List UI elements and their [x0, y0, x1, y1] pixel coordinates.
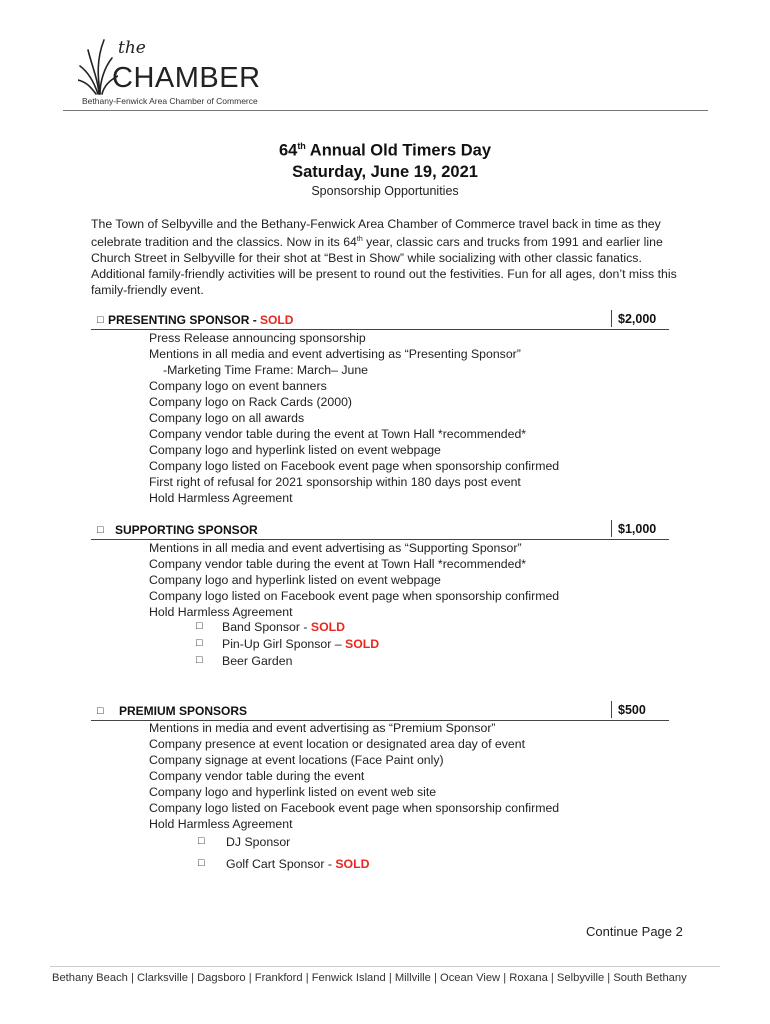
- premium-sponsor-price: $500: [611, 701, 669, 718]
- supporting-sponsor-header: [91, 523, 669, 540]
- list-item: -Marketing Time Frame: March– June: [163, 363, 369, 377]
- list-item: Hold Harmless Agreement: [149, 817, 293, 831]
- list-item: Press Release announcing sponsorship: [149, 331, 366, 345]
- checkbox[interactable]: □: [196, 620, 203, 632]
- checkbox[interactable]: □: [198, 857, 205, 869]
- page-title: 64th Annual Old Timers Day: [278, 141, 492, 160]
- presenting-checkbox[interactable]: □: [97, 314, 104, 326]
- list-item: Company vendor table during the event at Town Hall *recommended*: [149, 427, 527, 441]
- list-item: Mentions in all media and event advertising as “Supporting Sponsor”: [149, 541, 522, 555]
- list-item: Company logo and hyperlink listed on event webpage: [149, 573, 441, 587]
- list-item: Mentions in media and event advertising as “Premium Sponsor”: [149, 721, 496, 735]
- list-item: Company signage at event locations (Face Paint only): [149, 753, 444, 767]
- list-item: Company logo listed on Facebook event page when sponsorship confirmed: [149, 459, 560, 473]
- list-item: Company vendor table during the event at Town Hall *recommended*: [149, 557, 527, 571]
- list-item: Company logo and hyperlink listed on event webpage: [149, 443, 441, 457]
- presenting-sponsor-price: $2,000: [611, 310, 669, 327]
- list-item: Mentions in all media and event advertising as “Presenting Sponsor”: [149, 347, 521, 361]
- logo-subtitle: Bethany-Fenwick Area Chamber of Commerce: [82, 96, 258, 106]
- checkbox[interactable]: □: [198, 835, 205, 847]
- logo-the: the: [118, 38, 146, 58]
- intro-paragraph: The Town of Selbyville and the Bethany-Fenwick Area Chamber of Commerce travel back in time as they celebrate tradition and the classics. Now in its 64th year, classic cars and trucks from 1991 and earlier line Church Street in Selbyville for their shot at “Best in Show” while socializing with other classic fanatics. Additional family-friendly activities will be present to round out the festivities. Fun for all ages, don’t miss this family-friendly event.: [91, 217, 677, 298]
- continue-note: Continue Page 2: [586, 924, 683, 939]
- event-date: Saturday, June 19, 2021: [292, 163, 478, 181]
- list-item: Hold Harmless Agreement: [149, 605, 293, 619]
- list-item: Company presence at event location or designated area day of event: [149, 737, 525, 751]
- footer-divider: [50, 966, 720, 967]
- presenting-benefits: [149, 330, 559, 506]
- page-subtitle: Sponsorship Opportunities: [311, 184, 459, 198]
- list-item: Company vendor table during the event: [149, 769, 365, 783]
- list-item: Company logo listed on Facebook event page when sponsorship confirmed: [149, 589, 560, 603]
- list-item: Company logo on Rack Cards (2000): [149, 395, 353, 409]
- list-item: Hold Harmless Agreement: [149, 491, 293, 505]
- premium-checkbox[interactable]: □: [97, 705, 104, 717]
- presenting-sponsor-header: [91, 313, 669, 330]
- list-item: First right of refusal for 2021 sponsorship within 180 days post event: [149, 475, 521, 489]
- list-item: Company logo listed on Facebook event page when sponsorship confirmed: [149, 801, 560, 815]
- header-divider: [63, 110, 708, 111]
- premium-benefits: [149, 720, 559, 832]
- supporting-checkbox[interactable]: □: [97, 524, 104, 536]
- premium-sponsor-header: [91, 704, 669, 721]
- supporting-sponsor-name: SUPPORTING SPONSOR: [115, 523, 258, 537]
- checkbox[interactable]: □: [196, 637, 203, 649]
- list-item: Company logo on event banners: [149, 379, 327, 393]
- logo-chamber: CHAMBER: [112, 62, 261, 94]
- footer-towns: Bethany Beach | Clarksville | Dagsboro | Frankford | Fenwick Island | Millville | Ocean View | Roxana | Selbyville | South Bethany: [52, 972, 687, 984]
- premium-sponsor-name: PREMIUM SPONSORS: [119, 704, 248, 718]
- supporting-benefits: [149, 540, 559, 620]
- list-item: Company logo on all awards: [149, 411, 305, 425]
- chamber-logo: [78, 38, 278, 110]
- checkbox[interactable]: □: [196, 654, 203, 666]
- supporting-sponsor-price: $1,000: [611, 520, 669, 537]
- presenting-sponsor-name: PRESENTING SPONSOR - SOLD: [108, 313, 294, 327]
- list-item: Company logo and hyperlink listed on event web site: [149, 785, 437, 799]
